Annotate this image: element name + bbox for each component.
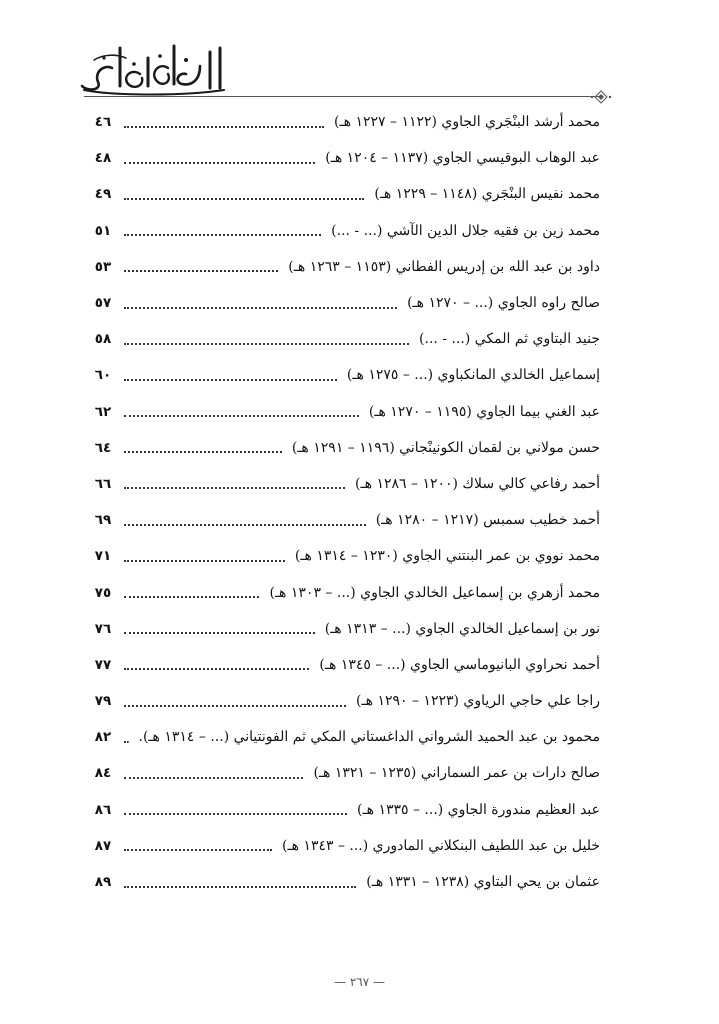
toc-entry: [84, 140, 600, 176]
toc-entry-page: ٦٩: [94, 512, 112, 529]
toc-entry: [84, 321, 600, 357]
toc-entry-page: ٧٦: [94, 620, 112, 637]
dot-leader: [124, 450, 282, 453]
toc-entry-title: خليل بن عبد اللطيف البنكلاني المادوري (... – ١٣٤٣ هـ): [282, 837, 600, 854]
toc-entry-title: محمد أزهري بن إسماعيل الخالدي الجاوي (... – ١٣٠٣ هـ): [269, 584, 600, 601]
toc-entry: [84, 611, 600, 647]
toc-entry-page: ٨٧: [94, 837, 112, 854]
diamond-ornament-icon: [590, 89, 612, 103]
dot-leader: [124, 559, 285, 562]
toc-entry-page: ٦٤: [94, 439, 112, 456]
toc-entry: [84, 538, 600, 574]
toc-entry: [84, 755, 600, 791]
toc-entry-title: محمد نفيس البنْجَري (١١٤٨ – ١٢٢٩ هـ): [374, 186, 600, 203]
toc-entry-title: حسن مولاني بن لقمان الكونينْجاني (١١٩٦ – ١٢٩١ هـ): [291, 439, 600, 456]
dot-leader: [124, 269, 278, 272]
toc-entry-title: أحمد رفاعي كالي سلاك (١٢٠٠ – ١٢٨٦ هـ): [355, 475, 600, 492]
calligraphy-logo-graphic: [74, 38, 230, 98]
dot-leader: [124, 812, 347, 815]
toc-entry-page: ٥٨: [94, 331, 112, 348]
dot-leader: [124, 667, 309, 670]
dot-leader: [124, 885, 356, 888]
toc-entry-title: محمود بن عبد الحميد الشرواني الداغستاني المكي ثم الفونتياني (... – ١٣١٤ هـ).: [138, 729, 600, 746]
toc-entry-page: ٨٢: [94, 729, 112, 746]
dot-leader: [124, 414, 359, 417]
toc-entry: [84, 502, 600, 538]
toc-entry-title: داود بن عبد الله بن إدريس الفطاني (١١٥٣ – ١٢٦٣ هـ): [288, 258, 600, 275]
dot-leader: [124, 595, 259, 598]
dot-leader: [124, 486, 345, 489]
toc-entry-title: عثمان بن يحي البتاوي (١٢٣٨ – ١٣٣١ هـ): [366, 874, 600, 891]
table-of-contents: [84, 104, 600, 900]
toc-entry-title: محمد زين بن فقيه جلال الدين الآشي (... - ...): [331, 222, 600, 239]
toc-entry-page: ٥٣: [94, 258, 112, 275]
dot-leader: [124, 306, 397, 309]
book-title-calligraphy-logo: [74, 38, 230, 98]
toc-entry-page: ٨٩: [94, 874, 112, 891]
toc-entry-title: عبد العظيم مندورة الجاوي (... – ١٣٣٥ هـ): [357, 801, 600, 818]
toc-entry-title: راجا علي حاجي الرياوي (١٢٢٣ – ١٢٩٠ هـ): [356, 693, 600, 710]
dot-leader: [124, 233, 321, 236]
toc-entry-title: أحمد خطيب سمبس (١٢١٧ – ١٢٨٠ هـ): [375, 512, 600, 529]
dot-leader: [124, 776, 303, 779]
toc-entry-page: ٥٧: [94, 295, 112, 312]
toc-entry: [84, 104, 600, 140]
toc-entry-page: ٨٦: [94, 801, 112, 818]
toc-entry-page: ٤٦: [94, 114, 112, 131]
toc-entry-page: ٧١: [94, 548, 112, 565]
toc-entry-page: ٧٥: [94, 584, 112, 601]
toc-entry: [84, 647, 600, 683]
toc-entry-page: ٧٧: [94, 656, 112, 673]
toc-entry: [84, 394, 600, 430]
toc-entry: [84, 430, 600, 466]
dot-leader: [124, 848, 272, 851]
toc-entry-title: جنيد البتاوي ثم المكي (... - ...): [419, 331, 600, 348]
toc-entry-page: ٧٩: [94, 693, 112, 710]
toc-entry: [84, 864, 600, 900]
toc-entry: [84, 176, 600, 212]
dot-leader: [124, 342, 409, 345]
toc-entry-page: ٦٠: [94, 367, 112, 384]
toc-entry-title: أحمد نحراوي البانيوماسي الجاوي (... – ١٣٤٥ هـ): [319, 656, 600, 673]
toc-entry: [84, 357, 600, 393]
toc-entry-title: صالح راوه الجاوي (... – ١٢٧٠ هـ): [407, 295, 600, 312]
toc-entry: [84, 719, 600, 755]
toc-entry: [84, 249, 600, 285]
toc-entry: [84, 683, 600, 719]
dot-leader: [124, 740, 129, 743]
toc-entry-page: ٦٦: [94, 475, 112, 492]
toc-entry-page: ٨٤: [94, 765, 112, 782]
toc-entry: [84, 285, 600, 321]
toc-entry-page: ٦٢: [94, 403, 112, 420]
toc-entry-title: محمد أرشد البنْجَري الجاوي (١١٢٢ – ١٢٢٧ هـ): [334, 114, 600, 131]
header-rule: [84, 96, 602, 97]
toc-entry: [84, 466, 600, 502]
toc-entry: [84, 792, 600, 828]
dot-leader: [124, 704, 346, 707]
page-number: — ٢٦٧ —: [334, 975, 385, 989]
toc-entry-title: صالح دارات بن عمر السماراني (١٢٣٥ – ١٣٢١ هـ): [313, 765, 600, 782]
toc-entry-title: إسماعيل الخالدي المانكباوي (... – ١٢٧٥ هـ): [346, 367, 600, 384]
toc-entry-page: ٥١: [94, 222, 112, 239]
toc-entry-title: نور بن إسماعيل الخالدي الجاوي (... – ١٣١٣ هـ): [324, 620, 600, 637]
dot-leader: [124, 523, 366, 526]
toc-entry-page: ٤٨: [94, 150, 112, 167]
dot-leader: [124, 197, 364, 200]
dot-leader: [124, 161, 315, 164]
toc-entry-title: عبد الغني بيما الجاوي (١١٩٥ – ١٢٧٠ هـ): [368, 403, 600, 420]
dot-leader: [124, 125, 324, 128]
dot-leader: [124, 378, 337, 381]
toc-entry-title: عبد الوهاب البوقيسي الجاوي (١١٣٧ – ١٢٠٤ هـ): [325, 150, 600, 167]
toc-entry-title: محمد نووي بن عمر البنتني الجاوي (١٢٣٠ – ١٣١٤ هـ): [294, 548, 600, 565]
toc-entry: [84, 574, 600, 610]
toc-entry: [84, 213, 600, 249]
dot-leader: [124, 631, 315, 634]
toc-entry: [84, 828, 600, 864]
toc-entry-page: ٤٩: [94, 186, 112, 203]
